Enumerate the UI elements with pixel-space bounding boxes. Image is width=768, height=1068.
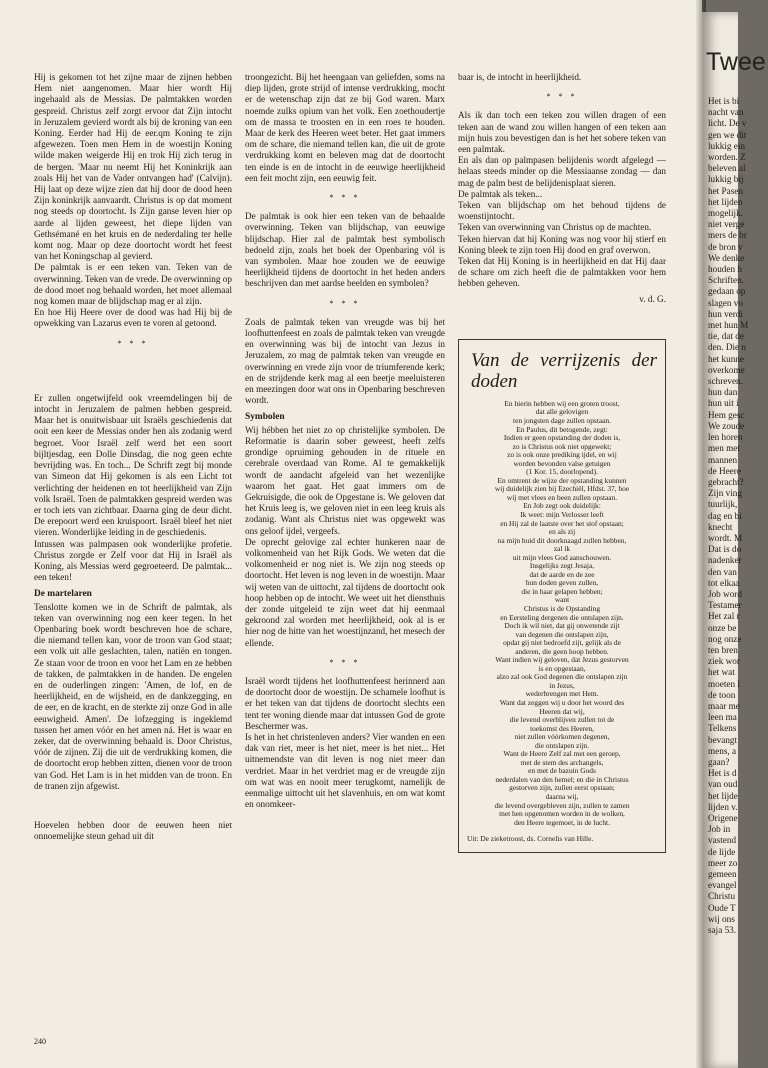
- right-page-line: Oude T: [708, 902, 736, 913]
- poem-line: (1 Kor. 15, doorlopend).: [526, 467, 598, 477]
- right-page-line: van oud: [708, 779, 738, 790]
- right-page-line: den. Die n: [708, 342, 747, 353]
- paragraph: Is het in het christenleven anders? Vier wanden en een dak van riet, meer is het niet, meer is het niet... Het uitnemendste van dit leven is nog niet meer dan verdriet. Maar in het verdriet mag er de vreugde zijn om wat was en nooit meer terugkomt, namelijk de eenmalige uittocht uit het slavenhuis, en om wat komt en onomkeer-: [245, 731, 445, 810]
- right-page-line: meer zo: [708, 857, 738, 868]
- right-page-line: ziek wor: [708, 656, 740, 667]
- right-page: [702, 12, 766, 1068]
- poem-line: die ontslapen zijn.: [535, 740, 589, 750]
- right-page-line: evangel: [708, 880, 737, 891]
- right-page-line: We zoude: [708, 420, 745, 431]
- right-page-line: saja 53.: [708, 925, 737, 936]
- poem-line: En hierin hebben wij een groten troost,: [504, 398, 620, 408]
- poem-line: die levend overblijven zullen tot de: [509, 715, 615, 725]
- right-page-line: wij ons: [708, 913, 735, 924]
- paragraph: Teken van blijdschap om het behoud tijdens de woenstijntocht.: [458, 200, 666, 222]
- poem-line: toekomst des Heeren,: [530, 723, 594, 733]
- poem-line: Heeren dat wij,: [539, 706, 585, 716]
- right-page-line: worden. Z: [708, 152, 746, 163]
- poem-line: alzo zal ook God degenen die ontslapen zijn: [496, 672, 628, 682]
- poem-line: die levend overgebleven zijn, zullen te zamen: [494, 800, 630, 810]
- poem-line: zal ik: [553, 544, 571, 554]
- right-page-line: Het is bi: [708, 96, 740, 106]
- right-page-line: mannen: [708, 454, 738, 465]
- section-heading: De martelaren: [34, 589, 92, 600]
- poem-line: met de stem des archangels,: [520, 757, 604, 767]
- right-page-line: Hem gesc: [708, 409, 745, 420]
- poem-line: zo is ook onze prediking ijdel, en wij: [507, 450, 617, 460]
- poem-line: zo is Christus ook niet opgewekt;: [512, 441, 612, 451]
- paragraph: Teken van overwinning van Christus op de machten.: [458, 222, 652, 233]
- right-page-line: hun uit i: [708, 398, 739, 409]
- right-page-line: met hun M: [708, 320, 749, 331]
- poem-line: Want indien wij geloven, dat Jezus gestorven: [495, 655, 629, 665]
- right-page-line: Telkens: [708, 723, 737, 734]
- right-page-line: dag en bi: [708, 510, 742, 521]
- quote-box-title: Van de verrijzenis der doden: [471, 349, 657, 392]
- poem-line: Insgelijks zegt Jesaja,: [529, 561, 595, 571]
- right-page-line: men met: [708, 443, 740, 454]
- paragraph: Wij hébben het niet zo op christelijke symbolen. De Reformatie is daarin sober geweest, heeft zelfs grondige opruiming gehouden in de rituele en cerebrale overdaad van Rome. Al te gemakkelijk wordt de aandacht afgeleid van het wezenlijke waarom het gaat. Het gaat immers om de Gekruisigde, die ook de Opgestane is. We geloven dat het Kruis leeg is, we geloven niet in een leeg kruis als zodanig. Want als Christus niet was opgewekt was ons geloof ijdel, vergeefs.: [245, 424, 445, 536]
- right-page-line: het lijde: [708, 790, 738, 801]
- right-page-line: maar me: [708, 700, 740, 711]
- paragraph: De palmtak is ook hier een teken van de behaalde overwinning. Teken van blijdschap, van eeuwige blijdschap. Hier zal de palmtak best symbolisch bedoeld zijn, zoals het boek der Openbaring vól is van symbolen. Maar hoe zouden we de eeuwige heerlijkheid tijdens de doortocht in het heden anders beschrijven dan met aardse beelden en symbolen?: [245, 211, 445, 289]
- paragraph: De palmtak is er een teken van. Teken van de overwinning. Teken van de vrede. De overwinning op de dood moet nog behaald worden, het moet allemaal nog komen maar de blijdschap mag er al zijn.: [34, 262, 232, 307]
- section-heading: Symbolen: [245, 412, 285, 423]
- poem-line: en Eersteling dergenen die ontslapen zijn.: [500, 612, 624, 622]
- poem-line: En Paulus, dit betogende, zegt:: [516, 424, 608, 434]
- right-page-line: tot elkaa: [708, 577, 740, 588]
- right-page-line: mers de br: [708, 230, 747, 241]
- right-page-line: beleven al: [708, 163, 746, 174]
- poem-line: worden bevonden valse getuigen: [513, 458, 611, 468]
- paragraph: Teken hiervan dat hij Koning was nog voor hij stierf en Koning bleek te zijn toen Hij dood en graf overwon.: [458, 233, 666, 255]
- right-page-line: Testamer: [708, 600, 742, 611]
- right-page-line: de toon: [708, 689, 736, 700]
- poem-line: en als zij: [548, 527, 576, 537]
- poem-line: dat de aarde en de zee: [529, 569, 595, 579]
- paragraph: En als dan op palmpasen belijdenis wordt afgelegd — helaas steeds minder op die Messiaanse zondag — dan mag de palm best de belijdenisplaat sieren.: [458, 155, 666, 188]
- right-page-line: slagen vo: [708, 297, 743, 308]
- paragraph: De oprecht gelovige zal echter hunkeren naar de volkomenheid van het Rijk Gods. We weten dat die volkomenheid er nog niet is. We zijn nog steeds op doortocht. Het leven is nog leven in de woestijn. Maar wij weten van de uittocht, zal tijdens de doortocht ook hoop hebben op de intocht. We weet uit het diensthuis der zonde uitgeleid te zijn weet dat hij eenmaal gekroond zal worden met heerlijkheid, ook al is er hier nog de hitte van het woestijnzand, het mesech der ellende.: [245, 536, 445, 648]
- right-page-line: moeten l: [708, 678, 740, 689]
- section-divider: * * *: [546, 92, 578, 102]
- paragraph: En hoe Hij Heere over de dood was had Hij bij de opwekking van Lazarus even te voren al getoond.: [34, 307, 232, 329]
- right-page-line: len horen: [708, 432, 743, 443]
- right-page-line: gedaan op: [708, 286, 746, 297]
- poem-line: met hen opgenomen worden in de wolken,: [499, 809, 625, 819]
- poem-line: dat alle gelovigen: [535, 407, 589, 417]
- paragraph: Hij is gekomen tot het zijne maar de zijnen hebben Hem niet aangenomen. Maar hier wordt Hij ingehaald als de Messias. De palmtakken worden gespreid. Christus zelf zorgt ervoor dat Zijn intocht in Jeruzalem gevierd wordt als bij de kroning van een Koning. Eerder had Hij de eer.qm Koning te zijn afgewezen. Toen men Hem in de woestijn Koning wilde maken weigerde Hij en trok Hij zich terug in de bergen. 'Maar nu neemt Hij het Koninkrijk aan zoals Hij het van de Vader ontvangen had' (Calvijn). Hij laat op deze wijze zien dat hij door de dood heen Zijn koninkrijk aanvaardt. Christus is op dat moment nog steeds op doortocht. Is Zijn ganse leven hier op aarde al lijden geweest, het diepe lijden van Gethsémané en het kruis en de nederdaling ter helle komt nog. Maar op deze doortocht wordt het feest van het Koningschap al gevierd.: [34, 72, 232, 262]
- right-page-line: nacht van: [708, 107, 744, 118]
- paragraph: Als ik dan toch een teken zou willen dragen of een teken aan de wand zou willen hangen of een teken aan mijn huis zou bevestigen dan is het het sobere teken van een palmtak.: [458, 110, 666, 155]
- right-page-line: de bron v: [708, 241, 743, 252]
- poem-line: nederdalen van den hemel; en die in Christus: [495, 774, 629, 784]
- poem-line: in Jezus,: [549, 680, 575, 690]
- poem-line: want: [554, 595, 570, 605]
- right-page-line: mogelijk.: [708, 208, 743, 219]
- right-page-line: den van: [708, 566, 737, 577]
- poem-line: anderen, die geen hoop hebben.: [515, 646, 609, 656]
- poem-line: niet zullen vóórkomen degenen,: [514, 732, 610, 742]
- poem-line: Want dat zeggen wij u door het woord des: [499, 698, 625, 707]
- right-page-line: bevangt: [708, 734, 738, 745]
- right-page-line: Dat is do: [708, 544, 742, 555]
- right-page-line: Christu: [708, 891, 736, 902]
- poem-line: wederbrengen met Hem.: [525, 689, 599, 699]
- poem-line: gestorven zijn, zullen eerst opstaan;: [509, 783, 615, 793]
- right-page-line: wordt. M: [708, 532, 743, 543]
- right-page-line: de lijde: [708, 846, 736, 857]
- poem-line: Christus is de Opstanding: [523, 603, 601, 613]
- quote-box: [458, 339, 666, 854]
- poem-line: wij met vlees en been zullen opstaan.: [506, 492, 618, 502]
- right-page-line: het kunne: [708, 353, 744, 364]
- page-number: 240: [34, 1037, 46, 1046]
- poem-line: En Job zegt ook duidelijk:: [523, 501, 601, 511]
- poem-line: hun doden geven zullen,: [525, 578, 599, 588]
- poem-line: Ik weet: mijn Verlosser leeft: [520, 509, 604, 519]
- right-page-line: het lijden: [708, 196, 743, 207]
- right-page-line: niet verge: [708, 219, 745, 230]
- poem-line: Doch ik wil niet, dat gij onwetende zijt: [504, 621, 620, 631]
- poem-line: na mijn huid dit doorknaagd zullen hebben,: [497, 535, 627, 545]
- right-page-line: gemeen: [708, 869, 737, 880]
- right-page-line: Schriften.: [708, 275, 744, 286]
- poem-line: van degenen die ontslapen zijn,: [515, 629, 609, 639]
- right-page-line: mens, a: [708, 745, 737, 756]
- poem-line: ten jongsten dage zullen opstaan.: [513, 415, 611, 425]
- poem-line: en met de bazuin Gods: [528, 766, 596, 776]
- right-page-line: lukkig bij: [708, 174, 744, 185]
- right-page-line: Origene: [708, 813, 738, 823]
- poem-line: En omtrent de wijze der opstanding kunnen: [497, 475, 627, 485]
- poem-line: uit mijn vlees God aanschouwen.: [512, 552, 612, 562]
- poem-line: en Hij zal de laatste over het stof opstaan;: [500, 518, 624, 528]
- right-page-line: overkome: [708, 364, 745, 375]
- paragraph: Tenslotte komen we in de Schrift de palmtak, als teken van overwinning nog een keer tegen. In het Openbaring boek wordt beschreven hoe de schare, die niemand tellen kan, voor de troon van God staat; een volk uit alle geslachten, talen, natiën en tongen. Ze staan voor de troon en voor het Lam en ze hebben de takken, de palmtakken in de handen. De engelen en de ouderlingen zingen: 'Amen, de lof, en de heerlijkheid, en de wijsheid, en de dankzegging, en de eer, en de kracht, en de sterkte zij onze God in alle eeuwigheid. Amen'. De lofzegging is ingeklemd tussen het amen vóór en het amen ná. Het is waar en zeker, dat de overwinning behaald is. Door Christus, vóór de zijnen. Zij die uit de verdrukking komen, die de doortocht erop hebben zitten, dienen voor de troon van God. Het Lam is in het midden van de troon. En de tranen zijn afgewist.: [34, 601, 232, 791]
- right-page-line: Job in: [708, 824, 731, 835]
- right-page-line: licht. De v: [708, 118, 747, 129]
- right-page-line: vastend: [708, 835, 737, 846]
- right-page-text: [708, 96, 768, 936]
- right-page-line: houden h: [708, 264, 742, 275]
- poem-line: Indien er geen opstanding der doden is,: [503, 433, 621, 443]
- paragraph: De palmtak als teken...: [458, 188, 543, 199]
- paragraph: Teken dat Hij Koning is in heerlijkheid en dat Hij daar de schare om zich heeft die de palmtakken voor hem hebben geheven.: [458, 256, 666, 289]
- right-page-line: gebracht?: [708, 476, 744, 487]
- poem-line: is en opgestaan,: [538, 663, 586, 673]
- poem-line: Want de Heere Zelf zal met een geroep,: [503, 749, 621, 759]
- article-title: Twee: [706, 48, 766, 76]
- poem-line: opdat gij niet bedroefd zijt, gelijk als de: [503, 638, 621, 648]
- author-signature: v. d. G.: [639, 293, 666, 304]
- section-divider: * * *: [329, 298, 361, 308]
- right-page-line: tie, dat de: [708, 331, 744, 342]
- right-page-line: het Pasen: [708, 185, 743, 196]
- right-page-line: ten bren: [708, 644, 738, 655]
- right-page-line: lijden v.: [708, 801, 738, 812]
- right-page-line: nadenker: [708, 555, 742, 566]
- quote-box-text: [467, 400, 657, 827]
- poem-line: den Heere tegemoet, in de lucht.: [514, 817, 610, 827]
- right-page-line: Het zal r: [708, 611, 740, 622]
- right-page-line: knecht: [708, 521, 733, 532]
- right-page-line: hun dan: [708, 387, 738, 398]
- column-3: [458, 72, 666, 1012]
- right-page-line: onze be: [708, 622, 737, 633]
- paragraph: Intussen was palmpasen ook wonderlijke profetie. Christus zorgde er Zelf voor dat Hij in Israël als Koning, als Messias werd gegroeteerd. De palmtak... een teken!: [34, 538, 232, 583]
- poem-line: wij duidelijk zien bij Ezechiël, Hfdst. 37, hoe: [494, 484, 630, 494]
- paragraph: Zoals de palmtak teken van vreugde was bij het loofhuttenfeest en zoals de palmtak teken van vreugde en overwinning was bij de intocht van Jezus in Jeruzalem, zo mag de palmtak teken van vreugde en overwinning en vrede zijn voor de triumferende kerk; en de strijdende kerk mag al een beetje meeluisteren en meezingen door wat ons in Openbaring beschreven wordt.: [245, 316, 445, 406]
- right-page-line: lukkig ein: [708, 140, 746, 151]
- poem-line: die in haar gelapen hebben;: [521, 586, 603, 596]
- right-page-line: het wat: [708, 667, 735, 678]
- section-divider: * * *: [329, 657, 361, 667]
- paragraph: Er zullen ongetwijfeld ook vreemdelingen bij de intocht in Jeruzalem de palmen hebben gespreid. Maar het is onuitwisbaar uit Israëls geschiedenis dat ooit een keer de Messias onder hen als zodanig werd begroet. Voor Israël zelf werd het een soort bijltjesdag, een Dolle Dinsdag, die nog geen echte bevrijding was. En toch... De Schrift zegt bij monde van Simeon dat Hij gekomen is als een Licht tot verlichting der heidenen en tot heerlijkheid van Zijn volk Israël. Toen de palmtakken gespreid werden was er toch iets van zichtbaar. Daarna ging de deur dicht. De erepoort werd een kruispoort. Israël bleef het niet vieren. Wonderlijke leiding in de geschiedenis.: [34, 392, 232, 538]
- right-page-line: We denke: [708, 252, 745, 263]
- right-page-line: tuurlijk,: [708, 499, 738, 510]
- right-page-line: leen ma: [708, 712, 737, 723]
- right-page-line: nog onze: [708, 633, 742, 644]
- right-page-line: Job word: [708, 588, 742, 599]
- paragraph: troongezicht. Bij het heengaan van geliefden, soms na diep lijden, grote strijd of intense verdrukking, mocht er de wetenschap zijn dat ze bij God waren. Marx noemde zulks opium van het volk. Een zoethoudertje om de massa te troosten en in een roes te houden. Maar de kerk des Heeren weet beter. Het gaat immers om de schare, die niemand tellen kan, die uit de grote verdrukking komt en beleven mag dat de doortocht ten einde is en de intocht in de eeuwige heerlijkheid een feit mocht zijn, een eeuwig feit.: [245, 72, 445, 183]
- paragraph: Israël wordt tijdens het loofhuttenfeest herinnerd aan de doortocht door de woestijn. De schamele loofhut is er het teken van dat tijdens de doortocht slechts een tent ter woning diende maar dat intussen God de grote Beschermer was.: [245, 675, 445, 731]
- paragraph: baar is, de intocht in heerlijkheid.: [458, 72, 582, 82]
- right-page-line: schreven.: [708, 376, 743, 387]
- column-1: [34, 72, 232, 1012]
- right-page-line: de Heere: [708, 465, 741, 476]
- section-divider: * * *: [117, 338, 149, 348]
- right-page-line: gaan?: [708, 756, 730, 767]
- quote-box-source: Uit: De zieketroost, ds. Cornelis van Hille.: [467, 834, 594, 844]
- column-2: [245, 72, 445, 1012]
- section-divider: * * *: [329, 193, 361, 203]
- right-page-line: gen we dit: [708, 129, 747, 140]
- right-page-line: hun verdi: [708, 308, 743, 319]
- paragraph: Hoevelen hebben door de eeuwen heen niet onnoemelijke steun gehad uit dit: [34, 819, 232, 842]
- right-page-line: Zijn ving: [708, 488, 742, 499]
- right-page-line: Het is d: [708, 768, 737, 779]
- poem-line: daarna wij,: [545, 792, 579, 802]
